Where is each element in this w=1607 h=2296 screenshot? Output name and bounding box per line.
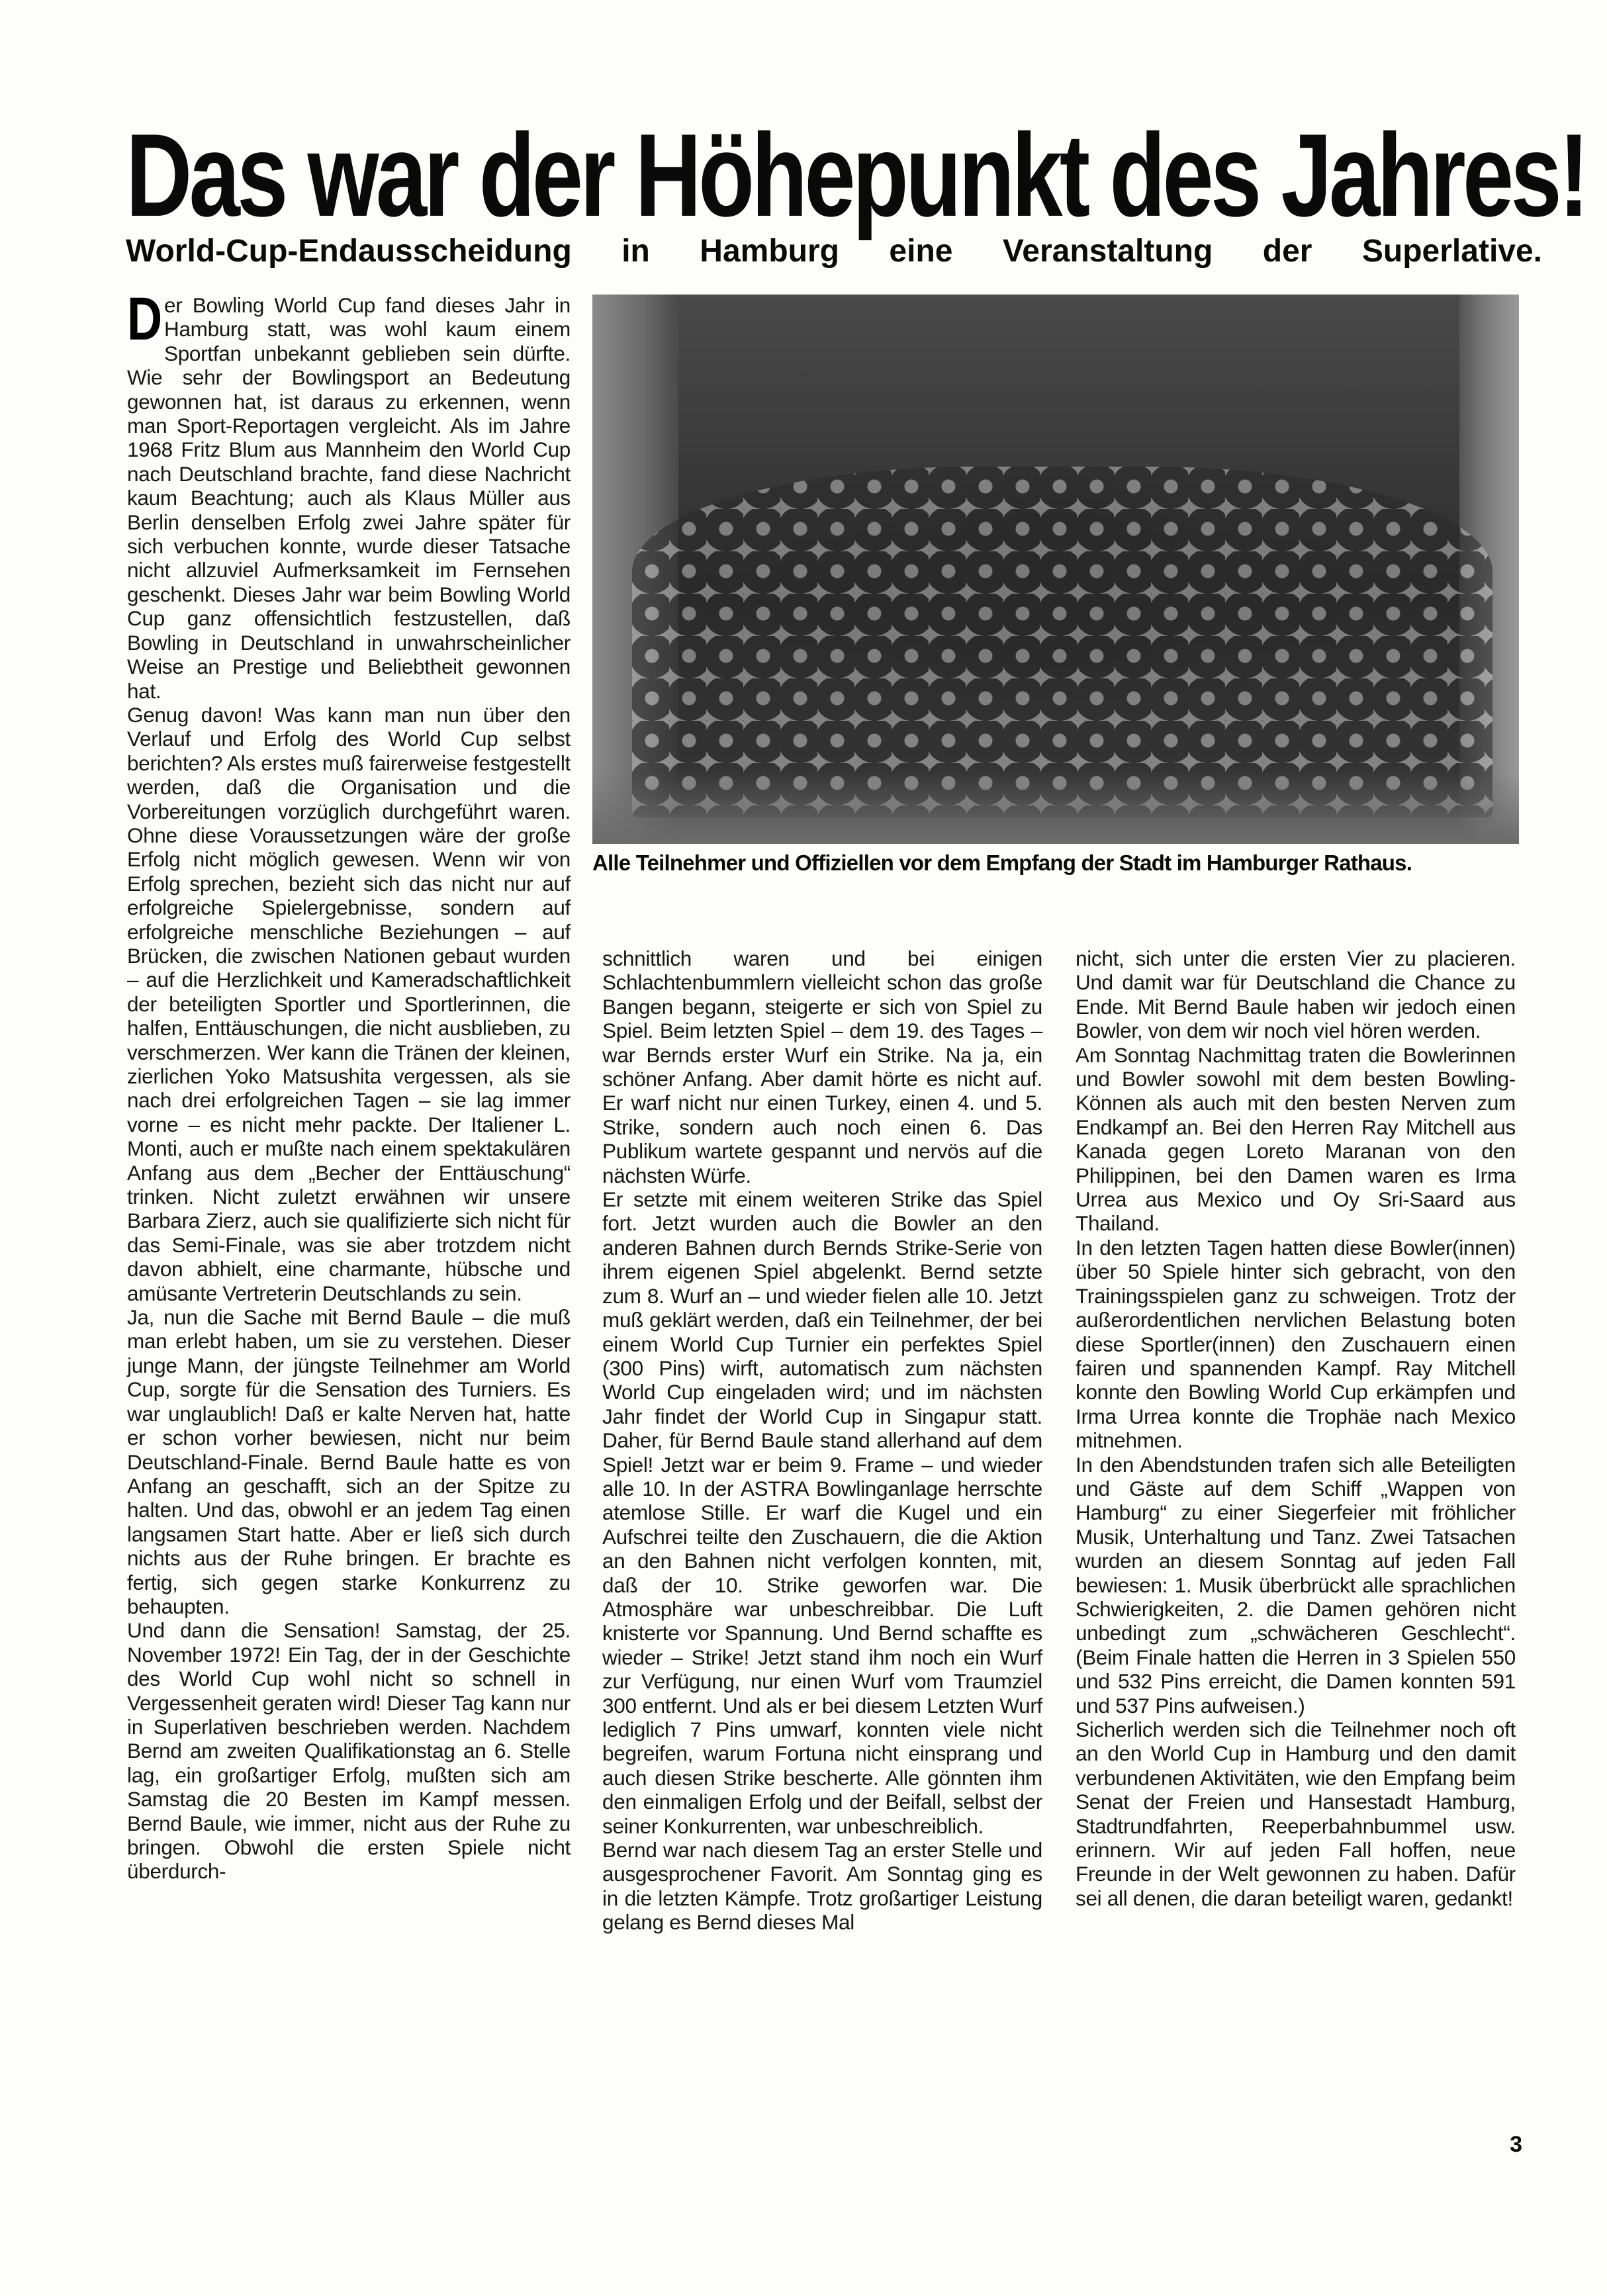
paragraph: In den Abendstunden trafen sich alle Beteiligten und Gäste auf dem Schiff „Wappen von Hamburg“ zu einer Siegerfeier mit fröhlicher Musik, Unterhaltung und Tanz. Zwei Tatsachen wurden an diesem Sonntag auf jeden Fall bewiesen: 1. Musik überbrückt alle sprachlichen Schwierigkeiten, 2. die Damen gehören nicht unbedingt zum „schwächeren Geschlecht“. (Beim Finale hatten die Herren in 3 Spielen 550 und 532 Pins erreicht, die Damen konnten 591 und 537 Pins aufweisen.) <box>1076 1452 1516 1718</box>
article-column-3 <box>1076 946 1516 1910</box>
paragraph-text: er Bowling World Cup fand dieses Jahr in Hamburg statt, was wohl kaum einem Sportfan unbekannt geblieben sein dürfte. Wie sehr der Bowlingsport an Bedeutung gewonnen hat, ist daraus zu erkennen, wenn man Sport-Reportagen vergleicht. Als im Jahre 1968 Fritz Blum aus Mannheim den World Cup nach Deutschland brachte, fand diese Nachricht kaum Beachtung; auch als Klaus Müller aus Berlin denselben Erfolg zwei Jahre später für sich verbuchen konnte, wurde dieser Tatsache nicht allzuviel Aufmerksamkeit im Fernsehen geschenkt. Dieses Jahr war beim Bowling World Cup ganz offensichtlich festzustellen, daß Bowling in Deutschland in unwahrscheinlicher Weise an Prestige und Beliebtheit gewonnen hat. <box>127 293 571 703</box>
drop-cap: D <box>127 285 162 353</box>
paragraph: In den letzten Tagen hatten diese Bowler(innen) über 50 Spiele hinter sich gebracht, von den Trainingsspielen ganz zu schweigen. Trotz der außerordentlichen nervlichen Belastung boten diese Sportler(innen) den Zuschauern einen fairen und spannenden Kampf. Ray Mitchell konnte den Bowling World Cup erkämpfen und Irma Urrea konnte die Trophäe nach Mexico mitnehmen. <box>1076 1235 1516 1453</box>
paragraph: Er setzte mit einem weiteren Strike das Spiel fort. Jetzt wurden auch die Bowler an den anderen Bahnen durch Bernds Strike-Serie von ihrem eigenen Spiel abgelenkt. Bernd setzte zum 8. Wurf an – und wieder fielen alle 10. Jetzt muß geklärt werden, daß ein Teilnehmer, der bei einem World Cup Turnier ein perfektes Spiel (300 Pins) wirft, automatisch zum nächsten World Cup eingeladen wird; und im nächsten Jahr findet der World Cup in Singapur statt. Daher, für Bernd Baule stand allerhand auf dem Spiel! Jetzt war er beim 9. Frame – und wieder alle 10. In der ASTRA Bowlinganlage herrschte atemlose Stille. Er warf die Kugel und ein Aufschrei teilte den Zuschauern, die die Aktion an den Bahnen nicht verfolgen konnten, mit, daß der 10. Strike geworfen war. Die Atmosphäre war unbeschreibbar. Die Luft knisterte vor Spannung. Und Bernd schaffte es wieder – Strike! Jetzt stand ihm noch ein Wurf zur Verfügung, nur einen Wurf vom Traumziel 300 entfernt. Und als er bei diesem Letzten Wurf lediglich 7 Pins umwarf, konnten viele nicht begreifen, warum Fortuna nicht einsprang und auch diesen Strike bescherte. Alle gönnten ihm den einmaligen Erfolg und der Beifall, selbst der seiner Konkurrenten, war unbeschreiblich. <box>602 1187 1042 1838</box>
page-number: 3 <box>1510 2132 1522 2157</box>
paragraph <box>127 285 571 703</box>
headline: Das war der Höhepunkt des Jahres! <box>126 109 1586 241</box>
paragraph: Bernd war nach diesem Tag an erster Stelle und ausgesprochener Favorit. Am Sonntag ging es in die letzten Kämpfe. Trotz großartiger Leistung gelang es Bernd dieses Mal <box>602 1838 1042 1935</box>
article-column-1 <box>127 285 571 1884</box>
paragraph: Ja, nun die Sache mit Bernd Baule – die muß man erlebt haben, um sie zu verstehen. Dieser junge Mann, der jüngste Teilnehmer am World Cup, sorgte für die Sensation des Turniers. Es war unglaublich! Daß er kalte Nerven hat, hatte er schon vorher bewiesen, nicht nur beim Deutschland-Finale. Bernd Baule hatte es von Anfang an geschafft, sich an der Spitze zu halten. Und das, obwohl er an jedem Tag einen langsamen Start hatte. Aber er ließ sich durch nichts aus der Ruhe bringen. Er brachte es fertig, sich gegen starke Konkurrenz zu behaupten. <box>127 1305 571 1618</box>
paragraph: Am Sonntag Nachmittag traten die Bowlerinnen und Bowler sowohl mit dem besten Bowling-Können als auch mit den besten Nerven zum Endkampf an. Bei den Herren Ray Mitchell aus Kanada gegen Loreto Maranan von den Philippinen, bei den Damen waren es Irma Urrea aus Mexico und Oy Sri-Saard aus Thailand. <box>1076 1042 1516 1236</box>
paragraph: Sicherlich werden sich die Teilnehmer noch oft an den World Cup in Hamburg und den damit verbundenen Aktivitäten, wie den Empfang beim Senat der Freien und Hansestadt Hamburg, Stadtrundfahrten, Reeperbahnbummel usw. erinnern. Wir auf jeden Fall hoffen, neue Freunde in der Welt gewonnen zu haben. Dafür sei all denen, die daran beteiligt waren, gedankt! <box>1076 1718 1516 1910</box>
photo-caption: Alle Teilnehmer und Offiziellen vor dem Empfang der Stadt im Hamburger Rathaus. <box>592 850 1412 875</box>
article-column-2 <box>602 946 1042 1935</box>
paragraph: Genug davon! Was kann man nun über den Verlauf und Erfolg des World Cup selbst berichten? Als erstes muß fairerweise festgestellt werden, daß die Organisation und die Vorbereitungen vorzüglich durchgeführt waren. Ohne diese Voraussetzungen wäre der große Erfolg nicht möglich gewesen. Wenn wir von Erfolg sprechen, bezieht sich das nicht nur auf erfolgreiche Spielergebnisse, sondern auf erfolgreiche menschliche Beziehungen – auf Brücken, die zwischen Nationen gebaut wurden – auf die Herzlichkeit und Kameradschaftlichkeit der beteiligten Sportler und Sportlerinnen, die halfen, Enttäuschungen, die nicht ausblieben, zu verschmerzen. Wer kann die Tränen der kleinen, zierlichen Yoko Matsushita vergessen, als sie nach drei erfolgreichen Tagen – sie lag immer vorne – es nicht mehr packte. Der Italiener L. Monti, auch er mußte nach einem spektakulären Anfang aus dem „Becher der Enttäuschung“ trinken. Nicht zuletzt erwähnen wir unsere Barbara Zierz, auch sie qualifizierte sich nicht für das Semi-Finale, was sie aber trotzdem nicht davon abhielt, eine charmante, hübsche und amüsante Vertreterin Deutschlands zu sein. <box>127 702 571 1305</box>
photo-floor <box>592 771 1519 844</box>
paragraph: nicht, sich unter die ersten Vier zu placieren. Und damit war für Deutschland die Chance zu Ende. Mit Bernd Baule haben wir jedoch einen Bowler, von dem wir noch viel hören werden. <box>1076 946 1516 1043</box>
subheadline: World-Cup-Endausscheidung in Hamburg eine Veranstaltung der Superlative. <box>126 234 1542 269</box>
paragraph: schnittlich waren und bei einigen Schlachtenbummlern vielleicht schon das große Bangen begann, steigerte er sich von Spiel zu Spiel. Beim letzten Spiel – dem 19. des Tages – war Bernds erster Wurf ein Strike. Na ja, ein schöner Anfang. Aber damit hörte es nicht auf. Er warf nicht nur einen Turkey, einen 4. und 5. Strike, sondern auch noch einen 6. Das Publikum wartete gespannt und nervös auf die nächsten Würfe. <box>602 946 1042 1187</box>
paragraph: Und dann die Sensation! Samstag, der 25. November 1972! Ein Tag, der in der Geschichte des World Cup wohl nicht so schnell in Vergessenheit geraten wird! Dieser Tag kann nur in Superlativen beschrieben werden. Nachdem Bernd am zweiten Qualifikationstag an 6. Stelle lag, ein großartiger Erfolg, mußten sich am Samstag die 20 Besten im Kampf messen. Bernd Baule, wie immer, nicht aus der Ruhe zu bringen. Obwohl die ersten Spiele nicht überdurch- <box>127 1618 571 1884</box>
photo-crowd <box>632 467 1492 817</box>
group-photo <box>592 295 1519 844</box>
